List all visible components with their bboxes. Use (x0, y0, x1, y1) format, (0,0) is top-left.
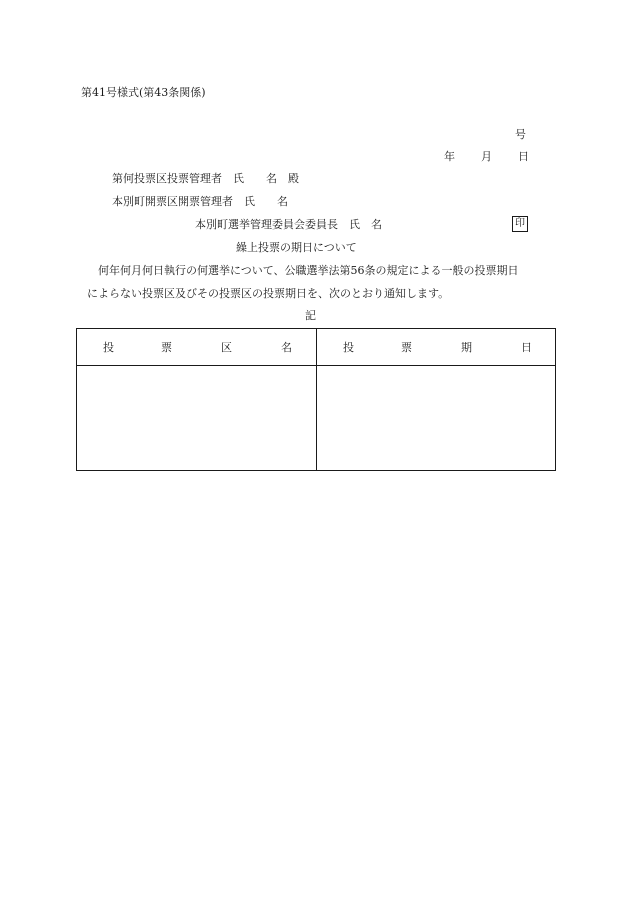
date-day: 日 (518, 150, 529, 163)
col2-header-char-4: 日 (521, 341, 532, 354)
col1-header-char-3: 区 (221, 341, 232, 354)
sender-line: 本別町選挙管理委員会委員長 氏 名 (195, 218, 382, 231)
body-line-1: 何年何月何日執行の何選挙について、公職選挙法第56条の規定による一般の投票期日 (98, 264, 519, 277)
col1-header-char-4: 名 (281, 341, 292, 354)
table-column-divider (316, 329, 317, 470)
polling-date-cell (323, 373, 551, 465)
recipient-counting-manager: 本別町開票区開票管理者 氏 名 (112, 195, 288, 208)
body-line-2: によらない投票区及びその投票区の投票期日を、次のとおり通知します。 (87, 287, 450, 300)
date-line (444, 150, 529, 164)
col2-header-char-2: 票 (401, 341, 412, 354)
seal-mark: 印 (512, 216, 528, 232)
col2-header-char-1: 投 (343, 341, 354, 354)
table-header-divider (77, 365, 555, 366)
polling-district-name-cell (83, 373, 311, 465)
recipient-polling-manager: 第何投票区投票管理者 氏 名 殿 (112, 172, 299, 185)
date-month: 月 (481, 150, 492, 163)
document-subject: 繰上投票の期日について (236, 241, 357, 254)
record-label: 記 (305, 309, 316, 322)
form-number: 第41号様式(第43条関係) (81, 86, 206, 99)
col1-header-char-2: 票 (161, 341, 172, 354)
polling-date-table (76, 328, 556, 471)
col1-header-char-1: 投 (103, 341, 114, 354)
col2-header-char-3: 期 (461, 341, 472, 354)
document-number-label: 号 (515, 128, 526, 141)
date-year: 年 (444, 150, 455, 163)
